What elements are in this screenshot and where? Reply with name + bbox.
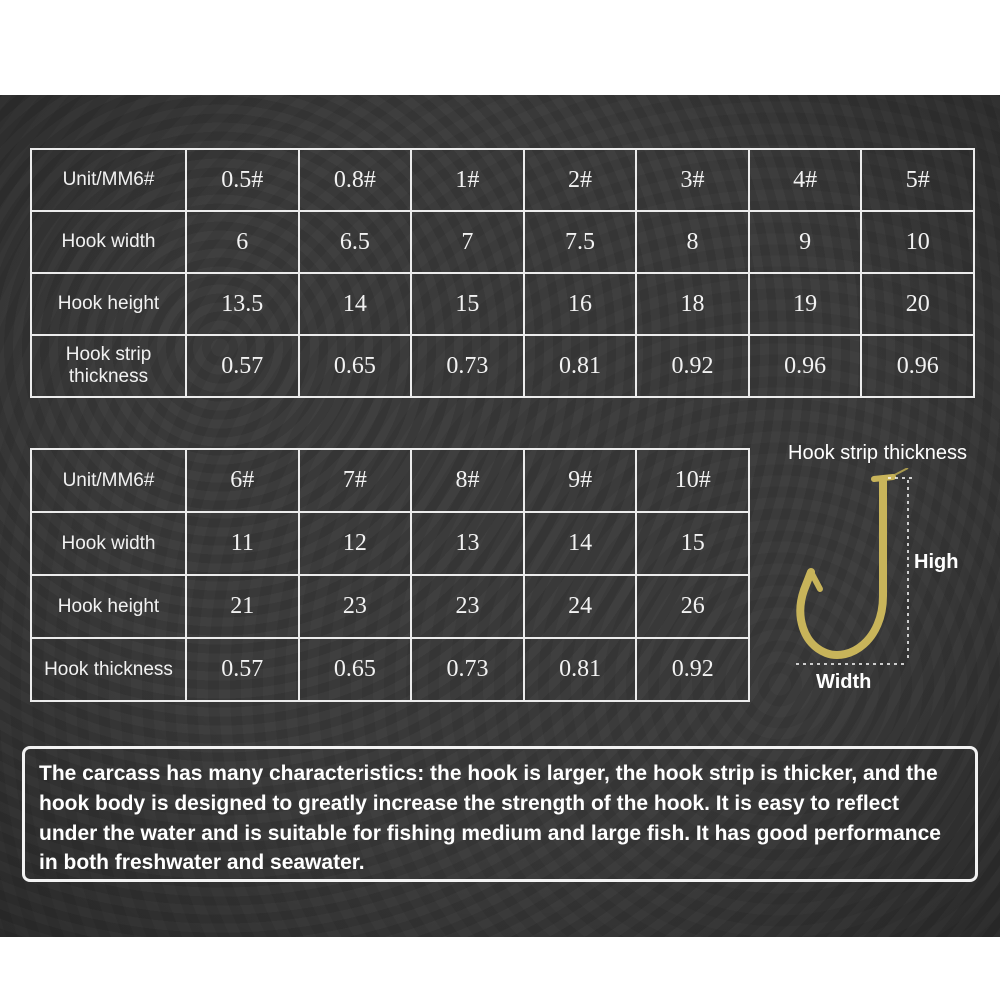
value-cell: 0.57	[186, 335, 299, 397]
value-cell: 7	[411, 211, 524, 273]
value-cell: 0.81	[524, 638, 637, 701]
row-label-cell: Hook thickness	[31, 638, 186, 701]
size-header-cell: 6#	[186, 449, 299, 512]
value-cell: 0.92	[636, 638, 749, 701]
value-cell: 21	[186, 575, 299, 638]
value-cell: 0.57	[186, 638, 299, 701]
row-label-cell: Hook height	[31, 575, 186, 638]
value-cell: 0.65	[299, 638, 412, 701]
size-header-cell: 10#	[636, 449, 749, 512]
unit-header-cell: Unit/MM6#	[31, 149, 186, 211]
size-header-cell: 7#	[299, 449, 412, 512]
value-cell: 23	[299, 575, 412, 638]
value-cell: 19	[749, 273, 862, 335]
bottom-white-band	[0, 937, 1000, 1000]
value-cell: 26	[636, 575, 749, 638]
value-cell: 12	[299, 512, 412, 575]
spec-table-large-sizes	[30, 448, 750, 702]
size-header-cell: 5#	[861, 149, 974, 211]
value-cell: 24	[524, 575, 637, 638]
size-header-cell: 4#	[749, 149, 862, 211]
hook-barb	[811, 572, 820, 589]
value-cell: 0.96	[749, 335, 862, 397]
size-header-cell: 0.8#	[299, 149, 412, 211]
size-header-cell: 9#	[524, 449, 637, 512]
value-cell: 18	[636, 273, 749, 335]
value-cell: 0.96	[861, 335, 974, 397]
value-cell: 0.92	[636, 335, 749, 397]
table-header-row	[31, 449, 749, 512]
top-white-band	[0, 0, 1000, 95]
value-cell: 0.73	[411, 638, 524, 701]
value-cell: 15	[636, 512, 749, 575]
fishing-hook-diagram	[788, 468, 988, 698]
value-cell: 0.65	[299, 335, 412, 397]
value-cell: 10	[861, 211, 974, 273]
table-row	[31, 512, 749, 575]
table-row	[31, 575, 749, 638]
value-cell: 14	[299, 273, 412, 335]
row-label-cell: Hook width	[31, 512, 186, 575]
size-header-cell: 3#	[636, 149, 749, 211]
value-cell: 16	[524, 273, 637, 335]
row-label-cell: Hook height	[31, 273, 186, 335]
value-cell: 15	[411, 273, 524, 335]
value-cell: 0.73	[411, 335, 524, 397]
table-row	[31, 335, 974, 397]
table-row	[31, 638, 749, 701]
size-header-cell: 2#	[524, 149, 637, 211]
table-row	[31, 273, 974, 335]
hook-strip-thickness-label: Hook strip thickness	[788, 442, 967, 464]
value-cell: 20	[861, 273, 974, 335]
value-cell: 0.81	[524, 335, 637, 397]
width-label: Width	[816, 671, 872, 693]
product-description: The carcass has many characteristics: the hook is larger, the hook strip is thicker, and the hook body is designed to greatly increase the strength of the hook. It is easy to reflect under the water and is suitable for fishing medium and large fish. It has good performance in both freshwater and seawater.	[22, 746, 978, 882]
value-cell: 6	[186, 211, 299, 273]
spec-table-small-sizes	[30, 148, 975, 398]
high-label: High	[914, 551, 959, 573]
value-cell: 14	[524, 512, 637, 575]
value-cell: 7.5	[524, 211, 637, 273]
value-cell: 8	[636, 211, 749, 273]
value-cell: 23	[411, 575, 524, 638]
value-cell: 13.5	[186, 273, 299, 335]
table-header-row	[31, 149, 974, 211]
row-label-cell: Hook width	[31, 211, 186, 273]
hook-body	[800, 481, 883, 655]
value-cell: 9	[749, 211, 862, 273]
unit-header-cell: Unit/MM6#	[31, 449, 186, 512]
value-cell: 11	[186, 512, 299, 575]
value-cell: 6.5	[299, 211, 412, 273]
size-header-cell: 8#	[411, 449, 524, 512]
row-label-cell: Hook strip thickness	[31, 335, 186, 397]
size-header-cell: 0.5#	[186, 149, 299, 211]
table-row	[31, 211, 974, 273]
size-header-cell: 1#	[411, 149, 524, 211]
value-cell: 13	[411, 512, 524, 575]
